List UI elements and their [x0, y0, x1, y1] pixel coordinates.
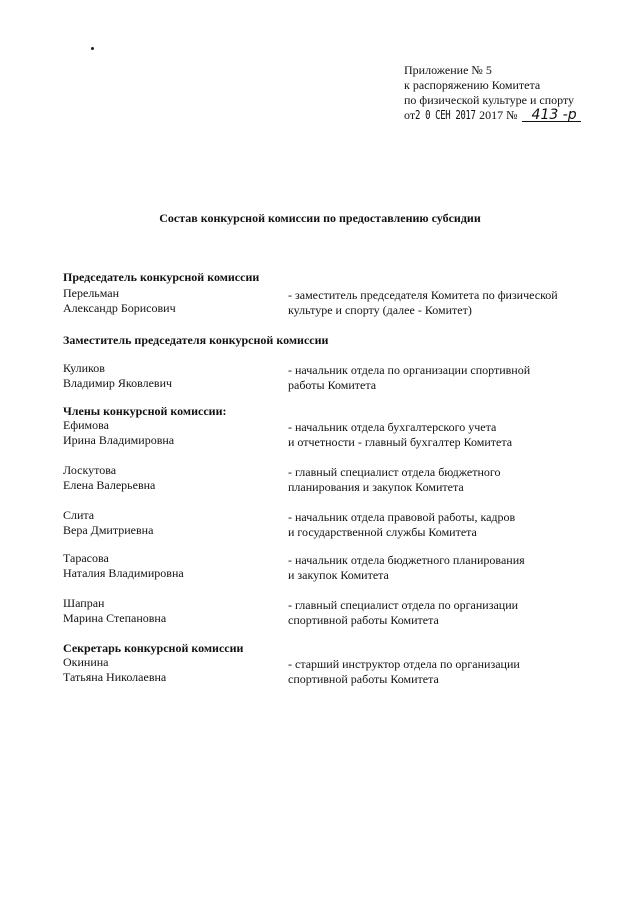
person-surname: Окинина: [63, 655, 109, 669]
position-line-1: - старший инструктор отдела по организации: [288, 657, 520, 671]
date-stamp: 2 0 СЕН 2017: [415, 108, 476, 122]
person-name: Ирина Владимировна: [63, 433, 175, 447]
chairman-heading: Председатель конкурсной комиссии: [63, 270, 260, 284]
person-surname: Тарасова: [63, 551, 109, 565]
position-line-1: - главный специалист отдела по организации: [288, 598, 519, 612]
appendix-line-3: по физической культуре и спорту: [404, 93, 575, 107]
person-name: Владимир Яковлевич: [63, 376, 173, 390]
position-line-1: - начальник отдела бюджетного планирования: [288, 553, 525, 567]
appendix-line-1: Приложение № 5: [404, 63, 492, 77]
member-position: [288, 598, 518, 628]
member-person: [63, 596, 166, 626]
secretary-person: [63, 655, 166, 685]
position-line-2: и государственной службы Комитета: [288, 525, 477, 539]
member-person: [63, 418, 174, 448]
position-line-2: культуре и спорту (далее - Комитет): [288, 303, 472, 317]
person-name: Марина Степановна: [63, 611, 167, 625]
person-surname: Перельман: [63, 286, 120, 300]
secretary-heading: Секретарь конкурсной комиссии: [63, 641, 244, 655]
members-heading: Члены конкурсной комиссии:: [63, 404, 227, 418]
document-title: Состав конкурсной комиссии по предоставлению субсидии: [159, 211, 481, 225]
stray-dot: [91, 47, 94, 50]
date-suffix: 2017 №: [479, 108, 518, 122]
position-line-2: и отчетности - главный бухгалтер Комитета: [288, 435, 513, 449]
member-person: [63, 508, 153, 538]
person-surname: Лоскутова: [63, 463, 117, 477]
date-prefix: от: [404, 108, 416, 122]
chairman-person: [63, 286, 176, 316]
member-person: [63, 463, 155, 493]
member-position: [288, 465, 501, 495]
deputy-person: [63, 361, 172, 391]
position-line-1: - начальник отдела по организации спортивной: [288, 363, 531, 377]
position-line-2: спортивной работы Комитета: [288, 672, 439, 686]
member-position: [288, 510, 515, 540]
position-line-2: работы Комитета: [288, 378, 377, 392]
person-surname: Ефимова: [63, 418, 109, 432]
member-person: [63, 551, 184, 581]
person-name: Татьяна Николаевна: [63, 670, 167, 684]
position-line-2: и закупок Комитета: [288, 568, 389, 582]
secretary-position: [288, 657, 520, 687]
person-surname: Куликов: [63, 361, 105, 375]
person-surname: Шапран: [63, 596, 105, 610]
appendix-date-line: [404, 108, 581, 123]
person-name: Александр Борисович: [63, 301, 176, 315]
person-name: Наталия Владимировна: [63, 566, 184, 580]
appendix-line-2: к распоряжению Комитета: [404, 78, 541, 92]
member-position: [288, 420, 512, 450]
person-name: Елена Валерьевна: [63, 478, 156, 492]
position-line-1: - начальник отдела бухгалтерского учета: [288, 420, 497, 434]
appendix-block: [404, 63, 581, 123]
position-line-2: планирования и закупок Комитета: [288, 480, 464, 494]
member-position: [288, 553, 525, 583]
position-line-1: - начальник отдела правовой работы, кадров: [288, 510, 516, 524]
deputy-heading: Заместитель председателя конкурсной комиссии: [63, 333, 329, 347]
deputy-position: [288, 363, 530, 393]
position-line-1: - главный специалист отдела бюджетного: [288, 465, 501, 479]
person-name: Вера Дмитриевна: [63, 523, 154, 537]
position-line-1: - заместитель председателя Комитета по физической: [288, 288, 558, 302]
order-number: 413 -р: [522, 109, 581, 122]
person-surname: Слита: [63, 508, 95, 522]
chairman-position: [288, 288, 558, 318]
position-line-2: спортивной работы Комитета: [288, 613, 439, 627]
